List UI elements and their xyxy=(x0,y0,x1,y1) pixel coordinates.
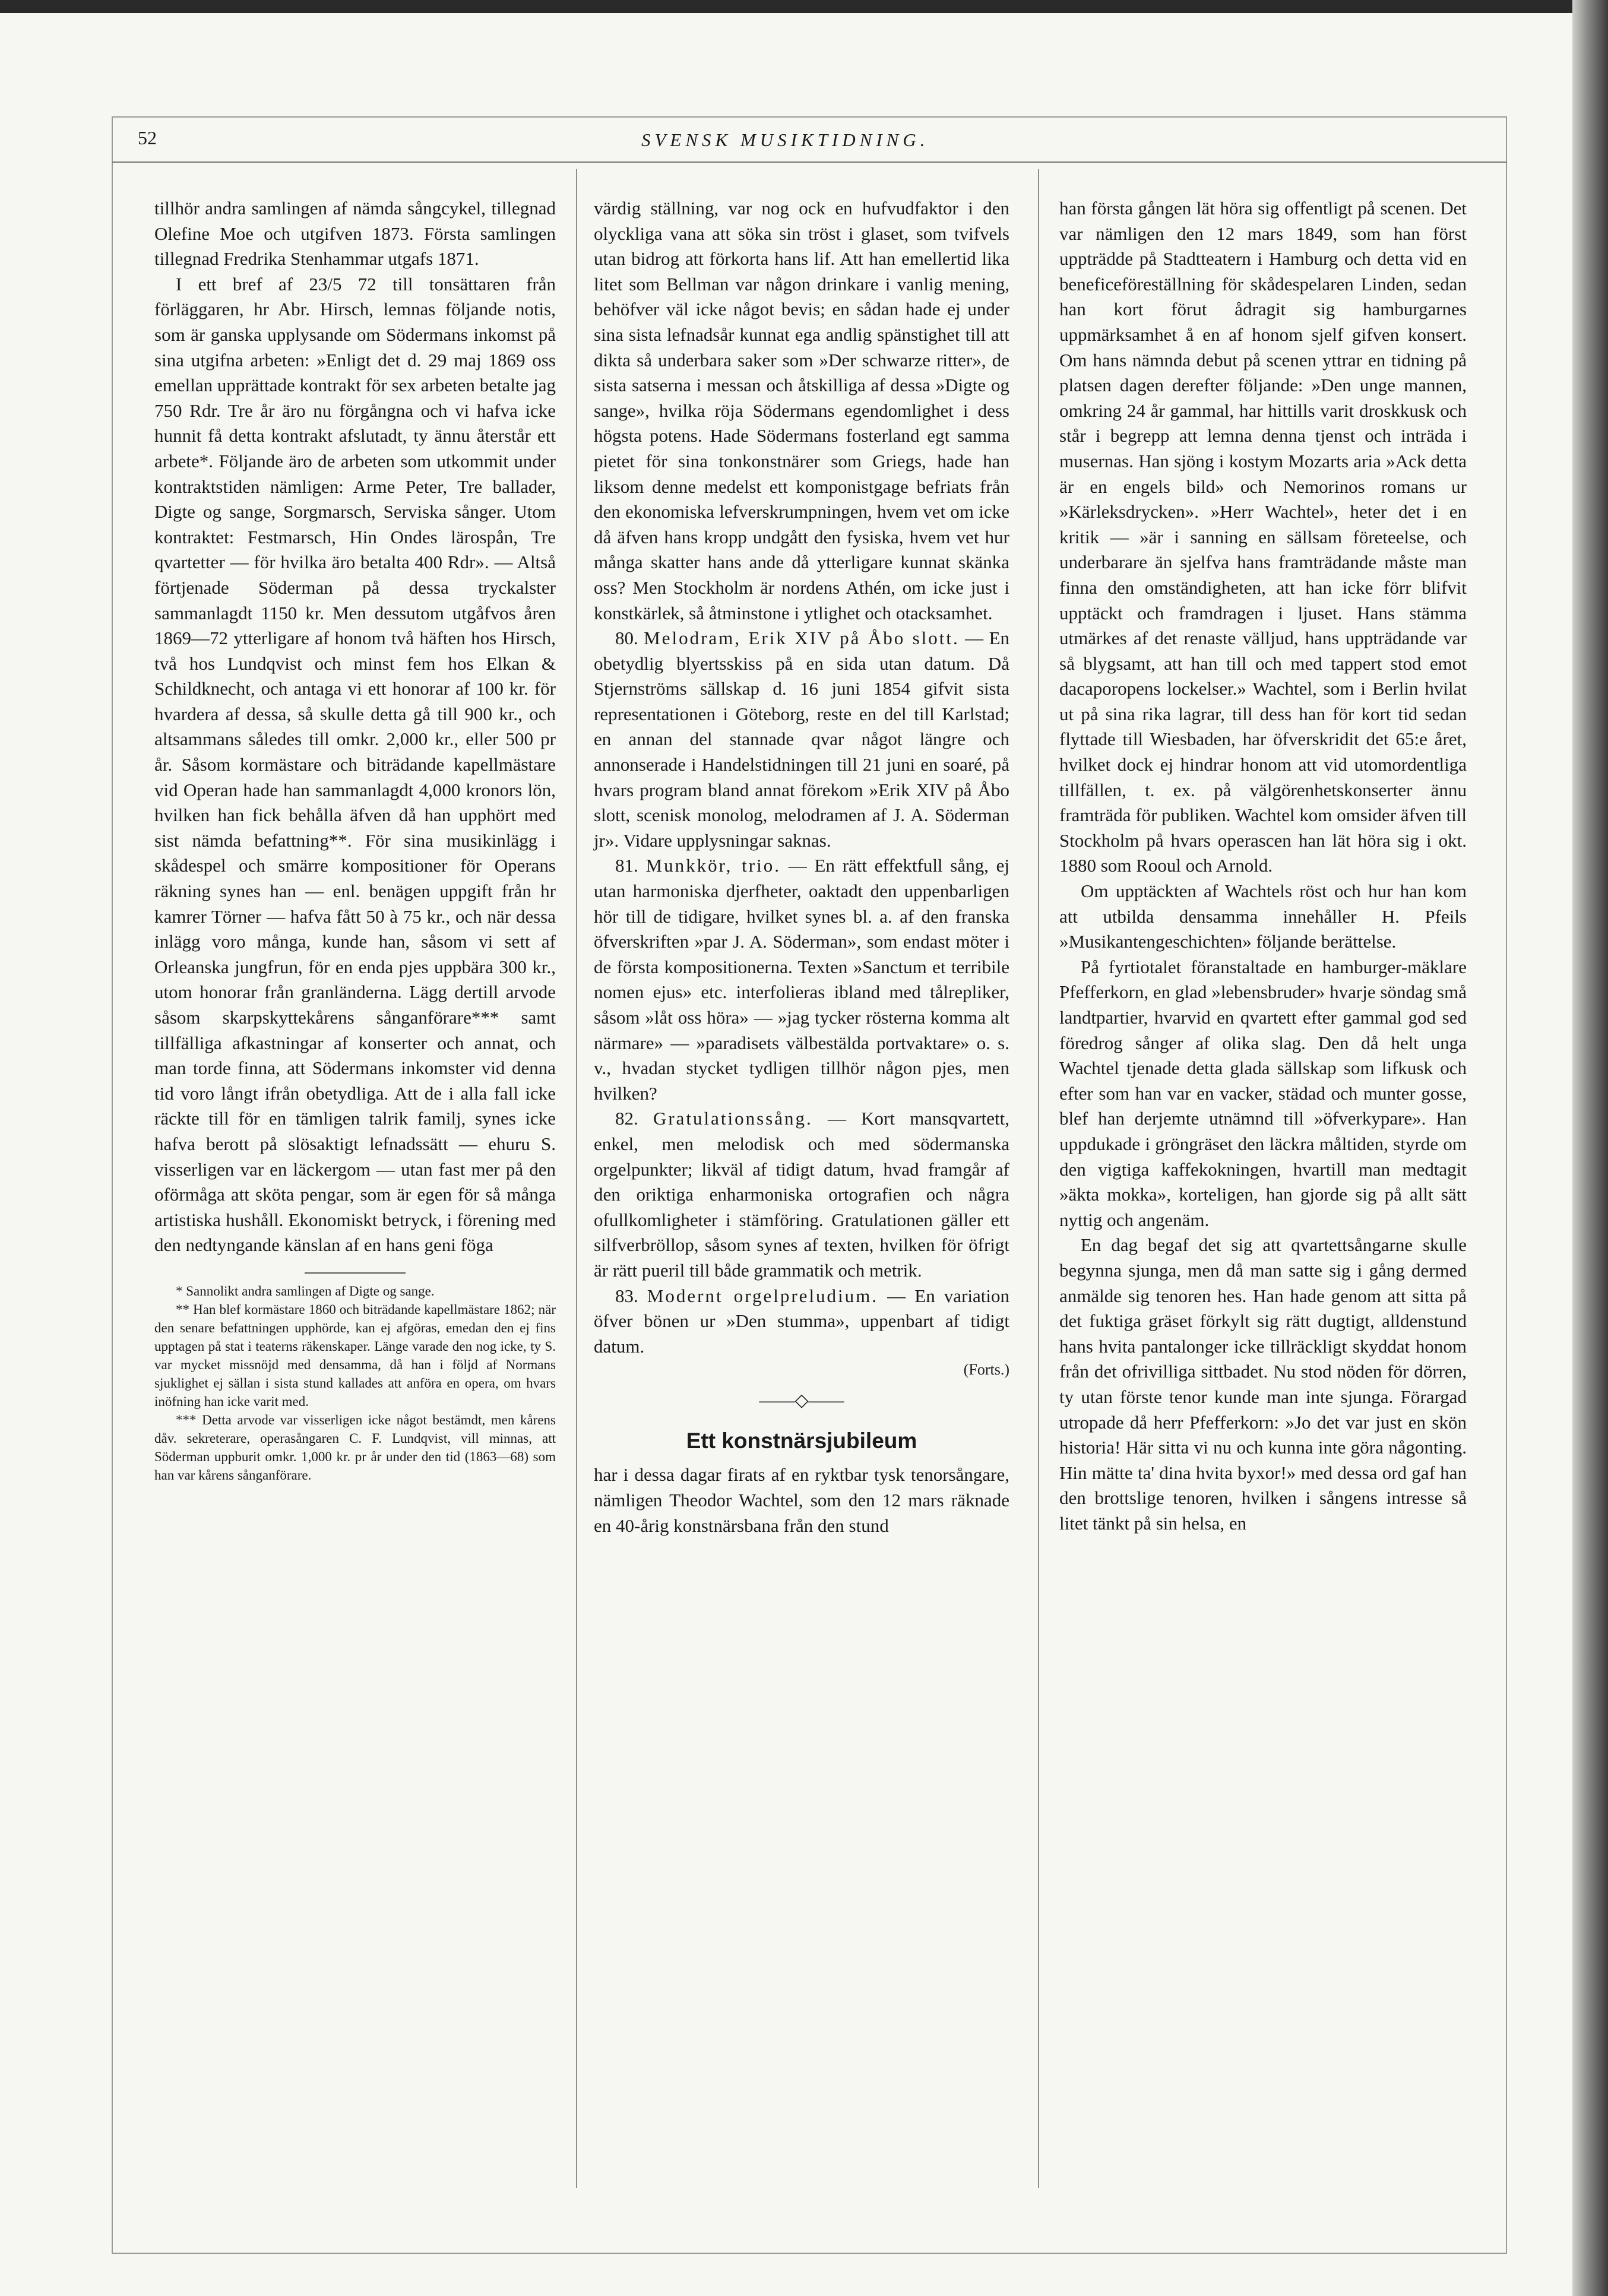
column-rule-2 xyxy=(1038,169,1039,2188)
paragraph: En dag begaf det sig att qvartettsångarne skulle begynna sjunga, men då man satte sig i gång dermed anmälde sig tenoren hes. Han hade genom att sitta på det fuktiga gräset förkylt sig rätt dugtigt, alldenstund hans hvita pantalonger icke tillräckligt skyddat honom från det ofrivilliga sittbadet. Nu stod nöden för dörren, ty utan förste tenor kunde man inte sjunga. Förargad utropade då herr Pfefferkorn: »Jo det var just en skön historia! Här sitta vi nu och kunna inte göra någonting. Hin mätte ta' dina hvita byxor!» med dessa ord gaf han den brottslige tenoren, hvilken i sångens intresse så litet tänkt på sin helsa, en xyxy=(1059,1234,1467,1534)
running-title: SVENSK MUSIKTIDNING. xyxy=(641,129,929,150)
footnote: ** Han blef kormästare 1860 och biträdande kapellmästare 1862; när den senare befattningen upphörde, kan ej afgöras, emedan den ej fins upptagen på stat i teaterns räkenskaper. Länge varade den nog icke, ty S. var mycket missnöjd med densamma, då han i följd af Normans sjuklighet ej sällan i sista stund kallades att anföra en opera, om hvars inöfning han icke varit med. xyxy=(154,1301,556,1409)
numbered-entry xyxy=(594,1284,1009,1360)
entry-title: Modernt orgelpreludium. xyxy=(647,1285,879,1306)
paragraph: På fyrtiotalet föranstaltade en hamburger-mäklare Pfefferkorn, en glad »lebensbruder» hvarje söndag små landtpartier, hvarvid en qvartett efter gammal god sed föredrog sånger af olika slag. Den då helt unga Wachtel tjenade detta glada sällskap som lifkusk och efter som han var en vacker, städad och munter gosse, blef han derjemte utnämnd till »öfverkypare». Han uppdukade i gröngräset den läckra måltiden, styrde om den vigtiga kaffekokningen, hvartill man medtagit »äkta mokka», korteligen, han gjorde sig på allt sätt nyttig och angenäm. xyxy=(1059,956,1467,1230)
section-ornament: ——◇—— xyxy=(759,1391,844,1411)
entry-text: — Kort mansqvartett, enkel, men melodisk och med södermanska orgelpunkter; likväl af tidigt datum, hvad framgår af den oriktiga enharmoniska ortografien och några ofullkomligheter i stämföring. Gratulationen gäller ett silfverbröllop, såsom synes af texten, hvilken för öfrigt är rätt pueril till både grammatik och metrik. xyxy=(594,1108,1010,1281)
entry-number: 80. xyxy=(615,628,638,649)
column-3 xyxy=(1059,196,1467,1536)
paragraph: I ett bref af 23/5 72 till tonsättaren från förläggaren, hr Abr. Hirsch, lemnas följande notis, som är ganska upplysande om Södermans inkomst på sina utgifna arbeten: »Enligt det d. 29 maj 1869 oss emellan upprättade kontrakt för sex arbeten betalte jag 750 Rdr. Tre år äro nu förgångna och vi hafva icke hunnit få detta kontrakt afslutadt, ty ännu återstår ett arbete*. Följande äro de arbeten som utkommit under kontraktstiden nämligen: Arme Peter, Tre ballader, Digte og sange, Sorgmarsch, Serviska sånger. Utom kontraktet: Festmarsch, Hin Ondes lärospån, Tre qvartetter — för hvilka äro betalta 400 Rdr». — Altså förtjenade Söderman på dessa tryckalster sammanlagdt 1150 kr. Men dessutom utgåfvos åren 1869—72 ytterligare af honom två häften hos Hirsch, två hos Lundqvist och minst fem hos Elkan & Schildknecht, och antaga vi ett honorar af 100 kr. för hvardera af dessa, så skulle detta gå till 900 kr., och altsammans således till omkr. 2,000 kr., eller 500 pr år. Såsom kormästare och biträdande kapellmästare vid Operan hade han sammanlagdt 4,000 kronors lön, hvilken han fick behålla äfven då han upphört med sist nämda befattning**. För sina musikinlägg i skådespel och smärre kompositioner för Operans räkning synes han — enl. benägen uppgift från hr kamrer Törner — hafva fått 50 à 75 kr., och när dessa inlägg voro många, kunde han, såsom vi sett af Orleanska jungfrun, för en enda pjes uppbära 300 kr., utom honorar från granländerna. Lägg dertill arvode såsom skarpskyttekårens sånganförare*** samt tillfälliga afkastningar af konserter och annat, och man torde finna, att Södermans inkomster vid denna tid voro långt ifrån obetydliga. Att de i alla fall icke räckte till för en tämligen talrik familj, synes icke hafva berott på slösaktigt lefnadssätt — ehuru S. visserligen var en läckergom — utan fast mer på den oförmåga att sköta pengar, som är egen för så många artistiska hushåll. Ekonomiskt betryck, i förening med den nedtyngande känslan af en hans geni föga xyxy=(154,273,556,1256)
footnote-rule xyxy=(305,1272,406,1274)
numbered-entry xyxy=(594,626,1009,853)
entry-title: Munkkör, trio. xyxy=(645,855,781,876)
paragraph: värdig ställning, var nog ock en hufvudfaktor i den olyckliga vana att söka sin tröst i glaset, som tvifvels utan bidrog att förkorta hans lif. Att han emellertid lika litet som Bellman var någon drinkare i vanlig mening, behöfver väl icke något bevis; en sådan hade ej under sina sista lefnadsår kunnat ega andlig spänstighet till att dikta så underbara saker som »Der schwarze ritter», de sista satserna i messan och åtskilliga af dessa »Digte og sange», hvilka röja Södermans egendomlighet i dess högsta potens. Hade Södermans fosterland egt samma pietet för sina tonkonstnärer som Griegs, hade han liksom denne medelst ett komponistgage befriats från den ekonomiska lefverskrumpningen, hvem vet om icke då äfven hans kropp undgått den fysiska, hvem vet hur många skatter hans ande då ytterligare kunnat skänka oss? Men Stockholm är nordens Athén, om icke just i konstkärlek, så åtminstone i ytlighet och otacksamhet. xyxy=(594,198,1009,623)
footnote: *** Detta arvode var visserligen icke något bestämdt, men kårens dåv. sekreterare, operasångaren C. F. Lundqvist, vill minnas, att Söderman uppburit omkr. 1,000 kr. pr år under den tid (1863—68) som han var kårens sånganförare. xyxy=(154,1412,556,1483)
entry-text: — En rätt effektfull sång, ej utan harmoniska djerfheter, oaktadt den uppenbarligen hör till de tidigare, hvilket synes bl. a. af den franska öfverskriften »par J. A. Söderman», som endast möter i de första kompositionerna. Texten »Sanctum et terribile nomen ejus» etc. interfolieras ibland med tålrepliker, såsom »låt oss höra» — »jag tycker rösterna komma alt närmare» — »paradisets välbestälda portvaktare» o. s. v., hvadan stycket tydligen tillhör någon pjes, men hvilken? xyxy=(594,855,1010,1104)
paragraph: tillhör andra samlingen af nämda sångcykel, tillegnad Olefine Moe och utgifven 1873. Första samlingen tillegnad Fredrika Stenhammar utgafs 1871. xyxy=(154,198,556,270)
column-2 xyxy=(594,196,1009,1538)
header-rule xyxy=(112,161,1507,163)
paragraph: han första gången lät höra sig offentligt på scenen. Det var nämligen den 12 mars 1849, som han först uppträdde på Stadtteatern i Hamburg och detta vid en beneficeföreställning för skådespelaren Linden, sedan han kort förut ådragit sig hamburgarnes uppmärksamhet å en af honom sjelf gifven konsert. Om hans nämnda debut på scenen yttrar en tidning på platsen dagen derefter följande: »Den unge mannen, omkring 24 år gammal, har hittills varit droskkusk och står i begrepp att lemna denna tjenst och inträda i musernas. Han sjöng i kostym Mozarts aria »Ack detta är en engels bild» och Nemorinos romans ur »Kärleksdrycken». »Herr Wachtel», heter det i en kritik — »är i sanning en sällsam företeelse, och underbarare än sjelfva hans framträdande måste man finna den omständigheten, att han icke förr blifvit upptäckt och framdragen i ljuset. Hans stämma utmärkes af det renaste välljud, hans uppträdande var så blygsamt, att han till och med tappert stod emot dacaporopens lockelser.» Wachtel, som i Berlin hvilat ut på sina rika lagrar, till dess han för kort tid sedan flyttade till Wiesbaden, har öfverskridit det 65:e året, hvilket dock ej hindrar honom att vid utomordentliga tillfällen, t. ex. på välgörenhetskonserter ännu framträda för publiken. Wachtel kom omsider äfven till Stockholm på hvars operascen han lät höra sig i okt. 1880 som Rooul och Arnold. xyxy=(1059,198,1467,876)
entry-text: — En obetydlig blyertsskiss på en sida utan datum. Då Stjernströms sällskap d. 16 juni 1854 gifvit sista representationen i Göteborg, reste en del till Karlstad; en annan del stannade qvar något längre och annonserade i Handelstidningen till 21 juni en soaré, på hvars program bland annat förekom »Erik XIV på Åbo slott, scenisk monolog, melodramen af J. A. Söderman jr». Vidare upplysningar saknas. xyxy=(594,628,1010,851)
section-heading: Ett konstnärsjubileum xyxy=(686,1429,917,1453)
entry-number: 81. xyxy=(615,855,638,876)
numbered-entry xyxy=(594,1106,1009,1283)
entry-number: 82. xyxy=(615,1108,638,1129)
scan-edge-top xyxy=(0,0,1608,13)
page-number: 52 xyxy=(138,127,157,148)
continued-note: (Forts.) xyxy=(963,1361,1009,1379)
paragraph: har i dessa dagar firats af en ryktbar tysk tenorsångare, nämligen Theodor Wachtel, som den 12 mars räknade en 40-årig konstnärsbana från den stund xyxy=(594,1464,1009,1536)
entry-title: Gratulationssång. xyxy=(653,1108,813,1129)
scan-edge-right xyxy=(1572,0,1608,2296)
entry-text: — En variation öfver bönen ur »Den stumma», uppenbart af tidigt datum. xyxy=(594,1285,1009,1357)
paragraph: Om upptäckten af Wachtels röst och hur han kom att utbilda densamma innehåller H. Pfeils »Musikantengeschichten» följande berättelse. xyxy=(1059,881,1467,952)
numbered-entry xyxy=(594,853,1009,1106)
footnote: * Sannolikt andra samlingen af Digte og sange. xyxy=(176,1283,435,1299)
entry-title: Melodram, Erik XIV på Åbo slott. xyxy=(644,628,960,649)
column-rule-1 xyxy=(576,169,577,2188)
entry-number: 83. xyxy=(615,1285,638,1306)
column-1 xyxy=(154,196,556,1484)
